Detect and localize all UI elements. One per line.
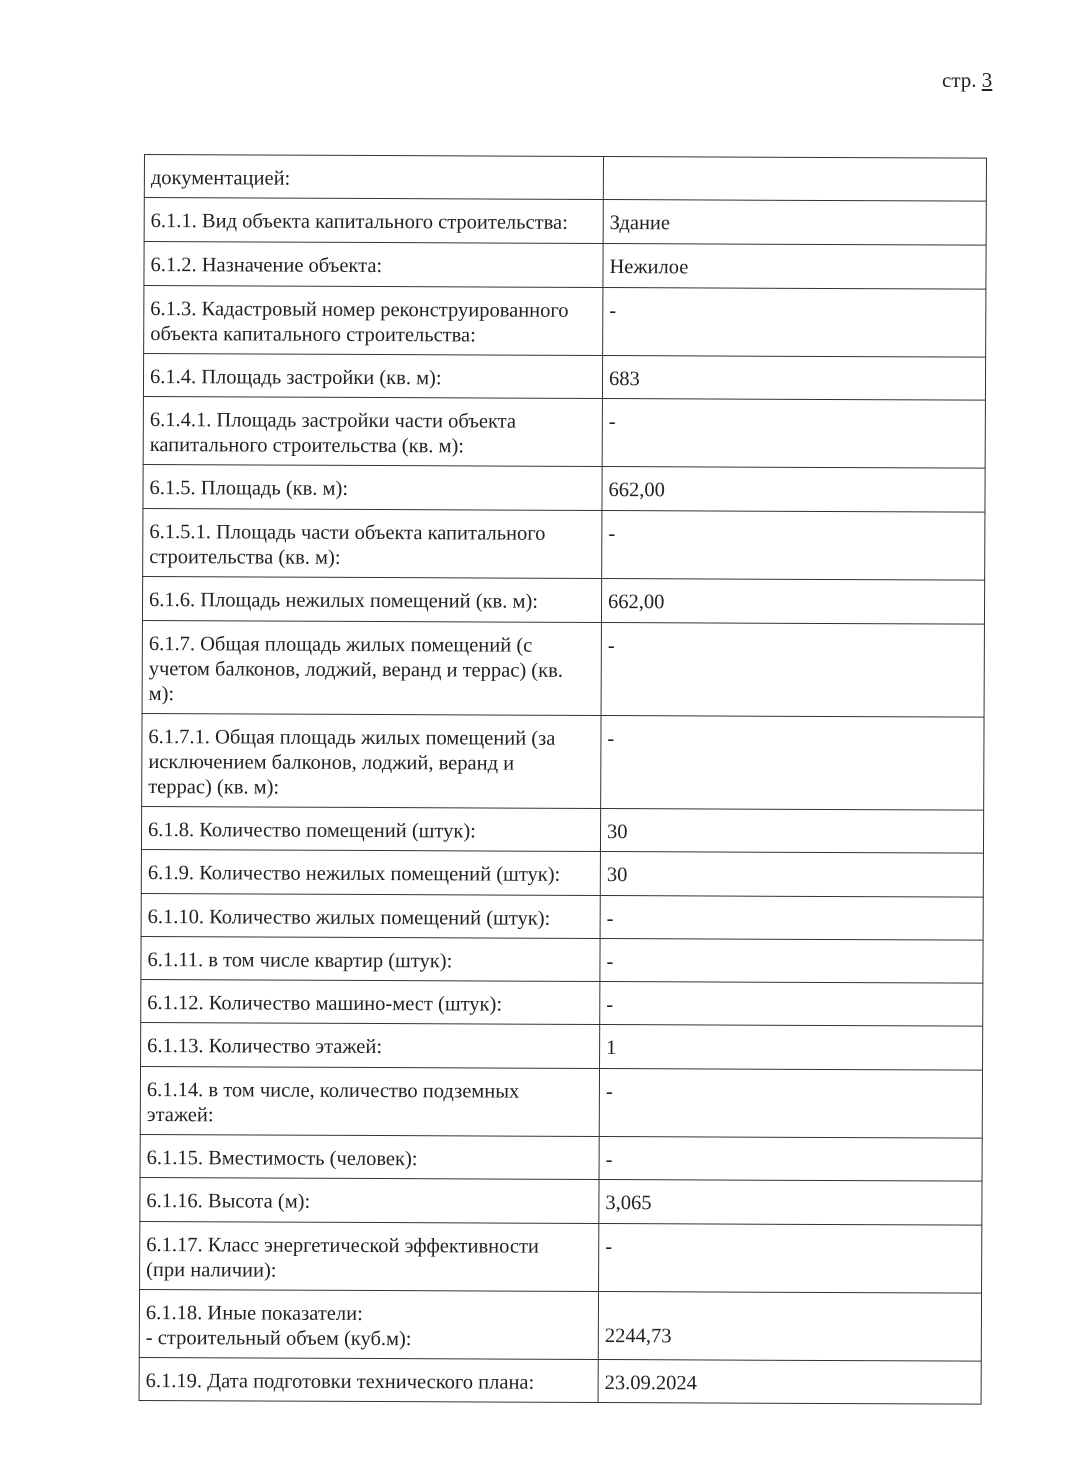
parameter-label-line: 6.1.1. Вид объекта капитального строительства: (150, 210, 568, 234)
parameter-label-line: капитального строительства (кв. м): (149, 434, 465, 458)
parameter-label-line: 6.1.19. Дата подготовки технического плана: (145, 1370, 535, 1394)
parameter-label-cell (144, 198, 603, 244)
parameter-value-cell (603, 157, 986, 202)
page-number-value: 3 (981, 68, 993, 92)
parameter-label-cell (141, 893, 600, 938)
parameter-label-line: 6.1.6. Площадь нежилых помещений (кв. м): (149, 589, 539, 613)
parameter-value-cell (603, 244, 986, 290)
parameter-label-line: - строительный объем (куб.м): (145, 1327, 412, 1351)
parameter-value: - (605, 1081, 613, 1104)
parameter-label-cell (142, 713, 601, 808)
table-row (143, 354, 985, 401)
parameter-label-line: 6.1.10. Количество жилых помещений (штук): (147, 906, 551, 930)
parameter-value: 683 (608, 368, 640, 391)
parameter-value-cell (600, 851, 983, 897)
parameter-value: - (607, 728, 615, 751)
page-number-prefix: стр. (942, 68, 977, 92)
parameter-label-line: 6.1.13. Количество этажей: (147, 1035, 383, 1059)
parameter-value: - (606, 908, 614, 931)
parameter-value-cell (599, 1179, 982, 1225)
parameter-label-line: 6.1.4.1. Площадь застройки части объекта (149, 409, 517, 433)
parameter-value-cell (601, 579, 984, 625)
table-row (144, 198, 986, 246)
parameter-label-line: 6.1.9. Количество нежилых помещений (штук): (147, 862, 561, 886)
parameter-value-cell (600, 808, 983, 853)
parameter-label-line: 6.1.5. Площадь (кв. м): (149, 477, 349, 500)
table-row (144, 286, 986, 358)
parameter-label-cell (140, 1177, 599, 1223)
parameter-value: - (609, 300, 617, 323)
table-row (140, 1177, 982, 1225)
parameter-value-cell (599, 1223, 982, 1293)
table-row (141, 806, 983, 853)
parameter-label-cell (143, 354, 602, 399)
parameter-value: Нежилое (609, 256, 689, 279)
parameter-label-line: исключением балконов, лоджий, веранд и (148, 751, 515, 775)
parameter-value: - (605, 1149, 613, 1172)
parameter-label-cell (141, 806, 600, 851)
parameter-label-cell (141, 979, 600, 1024)
parameter-value-cell (599, 1136, 982, 1181)
parameter-label-line: строительства (кв. м): (149, 546, 341, 569)
parameter-value-cell (598, 1291, 981, 1361)
parameter-value-cell (600, 1024, 983, 1070)
parameter-value: 1 (606, 1037, 617, 1060)
parameter-value: 662,00 (608, 591, 665, 614)
parameter-label-cell (143, 508, 602, 578)
parameter-label-cell (142, 576, 601, 622)
page-number (942, 68, 992, 93)
parameter-label-line: 6.1.15. Вместимость (человек): (146, 1147, 418, 1171)
parameter-label-cell (139, 1289, 598, 1359)
parameter-value-cell (603, 200, 986, 246)
parameter-value: - (608, 523, 616, 546)
parameter-value-cell (599, 1068, 982, 1138)
parameter-label-cell (144, 155, 603, 200)
parameter-value-cell (602, 399, 985, 469)
table-row (142, 576, 984, 624)
table-row (144, 155, 986, 202)
table-row (140, 1134, 982, 1181)
table-row (141, 979, 983, 1026)
parameter-value-cell (601, 623, 984, 718)
parameter-value: 3,065 (605, 1192, 652, 1215)
parameter-label-cell (143, 464, 602, 510)
parameter-value: - (607, 635, 615, 658)
parameter-label-cell (140, 1221, 599, 1291)
parameter-value-cell (602, 467, 985, 513)
parameter-value: - (605, 1236, 613, 1259)
parameter-label-line: документацией: (150, 167, 291, 190)
parameter-label-line: учетом балконов, лоджий, веранд и террас) (кв. (148, 658, 563, 682)
table-row (142, 620, 984, 717)
table-row (143, 508, 985, 580)
parameter-value: 662,00 (608, 479, 665, 502)
parameter-label-line: 6.1.14. в том числе, количество подземных (146, 1079, 520, 1103)
parameter-value-cell (601, 715, 984, 810)
parameter-label-line: 6.1.3. Кадастровый номер реконструированного (150, 298, 569, 322)
parameter-value-cell (603, 288, 986, 358)
parameter-value-cell (600, 938, 983, 983)
table-row (143, 396, 985, 468)
parameter-label-line: 6.1.17. Класс энергетической эффективности (146, 1234, 539, 1258)
parameter-label-line: (при наличии): (146, 1259, 277, 1282)
parameter-value: 30 (606, 864, 628, 887)
parameter-label-line: 6.1.7.1. Общая площадь жилых помещений (за (148, 726, 556, 750)
table-row (139, 1289, 981, 1361)
parameter-label-line: террас) (кв. м): (148, 776, 280, 799)
parameter-value-cell (598, 1359, 981, 1404)
table-row (140, 1221, 982, 1293)
parameter-label-line: 6.1.16. Высота (м): (146, 1190, 311, 1213)
parameter-value: - (606, 994, 614, 1017)
parameter-label-line: 6.1.7. Общая площадь жилых помещений (с (148, 633, 533, 657)
parameter-value: 23.09.2024 (604, 1372, 697, 1395)
parameter-label-cell (140, 1066, 599, 1136)
parameter-label-line: 6.1.5.1. Площадь части объекта капитального (149, 521, 546, 545)
parameter-label-cell (142, 620, 601, 715)
table-body (139, 155, 986, 1405)
parameter-label-cell (144, 286, 603, 356)
parameter-value: Здание (609, 212, 671, 235)
table-row (142, 713, 984, 810)
parameter-value-cell (600, 895, 983, 940)
parameter-value-cell (602, 356, 985, 401)
technical-parameters-table (139, 154, 987, 1405)
parameter-value: - (608, 411, 616, 434)
parameter-label-cell (141, 849, 600, 895)
parameter-value: 2244,73 (604, 1325, 672, 1348)
parameter-label-cell (141, 1022, 600, 1068)
parameter-value-cell (602, 511, 985, 581)
table-row (144, 242, 986, 290)
table-row (139, 1357, 981, 1404)
parameter-value: - (606, 951, 614, 974)
table-row (141, 849, 983, 897)
table-row (141, 936, 983, 983)
parameter-label-line: 6.1.4. Площадь застройки (кв. м): (149, 366, 442, 390)
table-row (140, 1066, 982, 1138)
parameter-label-cell (140, 1134, 599, 1179)
parameter-label-line: объекта капитального строительства: (150, 323, 476, 347)
parameter-value-cell (600, 981, 983, 1026)
table-row (141, 893, 983, 940)
table-row (143, 464, 985, 512)
parameter-label-line: этажей: (146, 1104, 214, 1127)
parameter-value: 30 (606, 821, 628, 844)
parameter-label-line: 6.1.8. Количество помещений (штук): (148, 819, 476, 843)
parameter-label-line: 6.1.12. Количество машино-мест (штук): (147, 992, 503, 1016)
parameter-label-line: 6.1.2. Назначение объекта: (150, 254, 383, 278)
parameter-label-line: 6.1.18. Иные показатели: (145, 1302, 363, 1325)
parameter-label-cell (139, 1357, 598, 1402)
parameter-label-cell (141, 936, 600, 981)
parameter-label-line: 6.1.11. в том числе квартир (штук): (147, 949, 453, 973)
parameter-label-cell (144, 242, 603, 288)
parameter-label-cell (143, 396, 602, 466)
parameter-label-line: м): (148, 683, 175, 706)
table-row (141, 1022, 983, 1070)
